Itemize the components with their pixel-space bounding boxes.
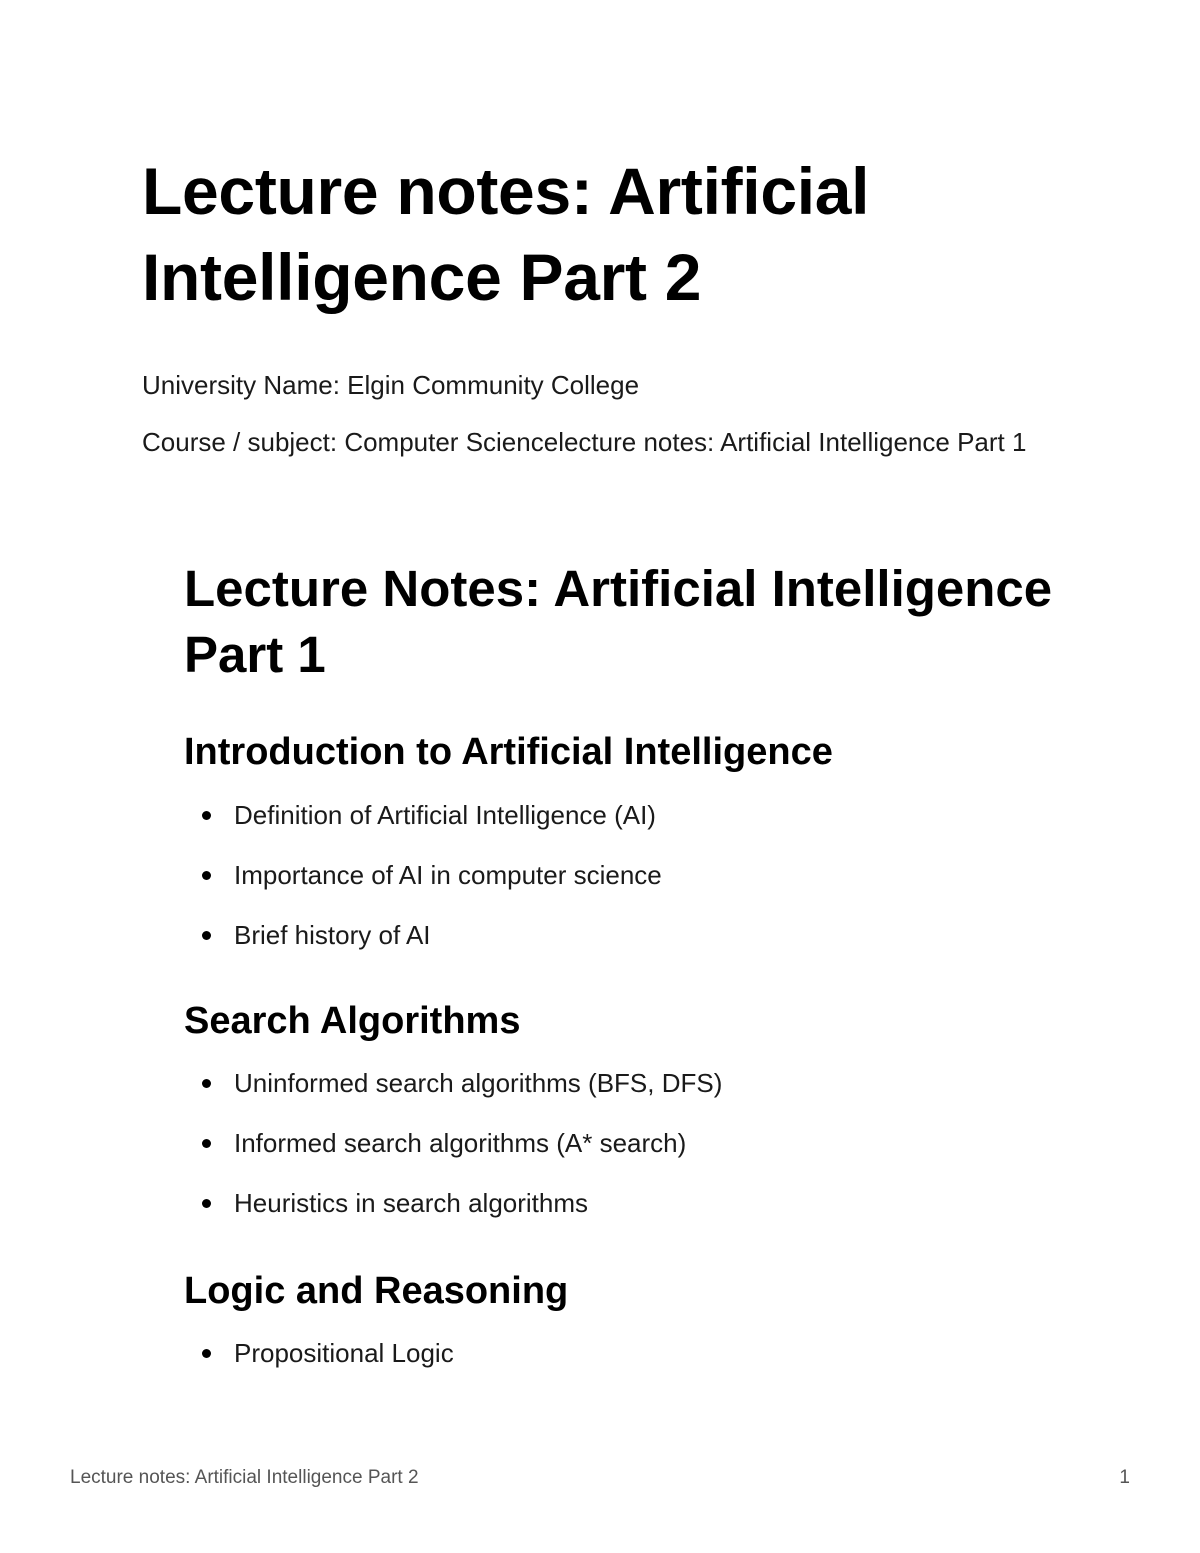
bullet-icon xyxy=(202,871,211,880)
section-logic-reasoning xyxy=(184,1267,1084,1396)
list-item-text: Importance of AI in computer science xyxy=(234,860,662,890)
bullet-icon xyxy=(202,1079,211,1088)
section-introduction xyxy=(184,728,1084,978)
list-item xyxy=(184,1066,1084,1126)
list-item xyxy=(184,918,1084,978)
bullet-list xyxy=(184,798,1084,978)
list-item-text: Propositional Logic xyxy=(234,1338,454,1368)
section-heading: Search Algorithms xyxy=(184,1000,521,1042)
course-subject: Course / subject: Computer Sciencelecture notes: Artificial Intelligence Part 1 xyxy=(142,427,1027,457)
bullet-icon xyxy=(202,1349,211,1358)
list-item-text: Uninformed search algorithms (BFS, DFS) xyxy=(234,1068,723,1098)
list-item-text: Heuristics in search algorithms xyxy=(234,1188,589,1218)
bullet-icon xyxy=(202,1199,211,1208)
page-number: 1 xyxy=(1119,1467,1130,1488)
bullet-icon xyxy=(202,1139,211,1148)
section-heading: Logic and Reasoning xyxy=(184,1270,569,1312)
section-search-algorithms xyxy=(184,997,1084,1246)
footer-title: Lecture notes: Artificial Intelligence Part 2 xyxy=(70,1467,419,1488)
list-item-text: Brief history of AI xyxy=(234,920,431,950)
page-title: Lecture notes: Artificial Intelligence Part 2 xyxy=(142,154,870,314)
list-item xyxy=(184,798,1084,858)
bullet-icon xyxy=(202,811,211,820)
bullet-icon xyxy=(202,931,211,940)
bullet-list xyxy=(184,1336,1084,1396)
list-item xyxy=(184,858,1084,918)
list-item xyxy=(184,1186,1084,1246)
list-item-text: Definition of Artificial Intelligence (AI) xyxy=(234,800,656,830)
list-item xyxy=(184,1336,1084,1396)
university-name: University Name: Elgin Community College xyxy=(142,370,640,400)
list-item xyxy=(184,1126,1084,1186)
lecture-heading: Lecture Notes: Artificial Intelligence Part 1 xyxy=(184,560,1053,683)
list-item-text: Informed search algorithms (A* search) xyxy=(234,1128,687,1158)
section-heading: Introduction to Artificial Intelligence xyxy=(184,731,833,773)
bullet-list xyxy=(184,1066,1084,1246)
